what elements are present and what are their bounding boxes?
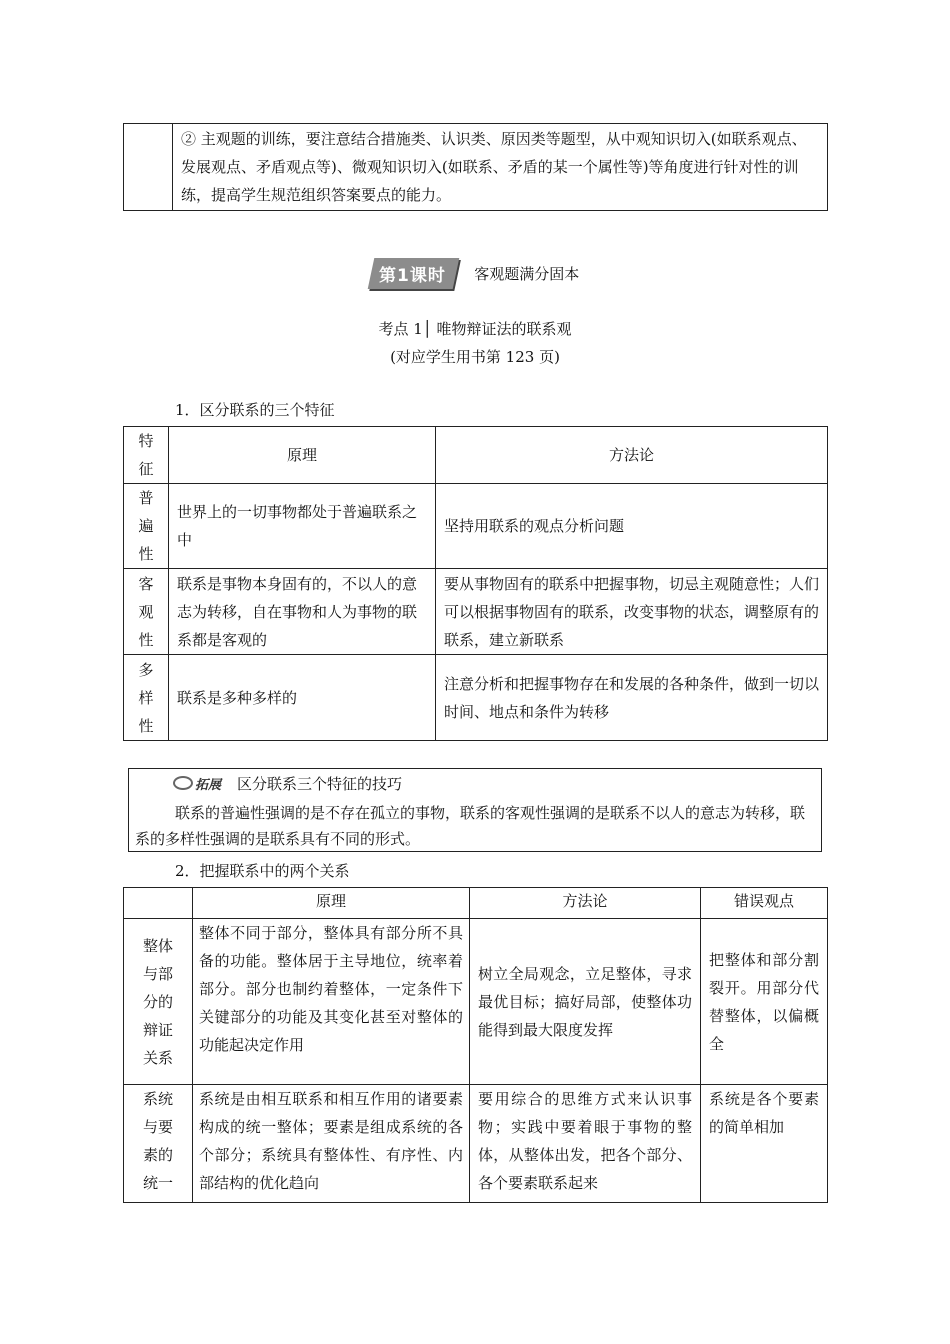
header-method: 方法论 — [436, 427, 828, 484]
table-header-row — [124, 888, 828, 919]
header-feature: 特 征 — [124, 427, 169, 484]
extension-title-line — [173, 773, 402, 794]
characteristics-table — [123, 426, 828, 741]
row-principle: 联系是多种多样的 — [169, 655, 436, 741]
header-empty — [124, 888, 193, 919]
top-table — [123, 123, 828, 211]
header-principle: 原理 — [193, 888, 470, 919]
extension-title: 区分联系三个特征的技巧 — [237, 775, 403, 793]
lesson-subtitle: 客观题满分固本 — [474, 265, 580, 283]
row-error: 把整体和部分割裂开。用部分代替整体，以偏概全 — [701, 919, 828, 1085]
row-method: 要从事物固有的联系中把握事物，切忌主观随意性；人们可以根据事物固有的联系，改变事物的状态，调整原有的联系，建立新联系 — [436, 569, 828, 655]
table-row — [124, 1085, 828, 1203]
extension-box — [128, 768, 822, 852]
row-key: 多 样 性 — [124, 655, 169, 741]
top-table-empty-cell — [124, 124, 173, 211]
kaodian-title: 考点 1│ 唯物辩证法的联系观 — [378, 320, 572, 338]
row-principle: 联系是事物本身固有的，不以人的意志为转移，自在事物和人为事物的联系都是客观的 — [169, 569, 436, 655]
row-principle: 系统是由相互联系和相互作用的诸要素构成的统一整体；要素是组成系统的各个部分；系统具有整体性、有序性、内部结构的优化趋向 — [193, 1085, 470, 1203]
extension-body: 联系的普遍性强调的是不存在孤立的事物，联系的客观性强调的是联系不以人的意志为转移，联系的多样性强调的是联系具有不同的形式。 — [135, 804, 806, 848]
header-method: 方法论 — [470, 888, 701, 919]
row-method: 注意分析和把握事物存在和发展的各种条件，做到一切以时间、地点和条件为转移 — [436, 655, 828, 741]
table-row — [124, 655, 828, 741]
table-row — [124, 569, 828, 655]
row-principle: 整体不同于部分，整体具有部分所不具备的功能。整体居于主导地位，统率着部分。部分也制约着整体，一定条件下关键部分的功能及其变化甚至对整体的功能起决定作用 — [193, 919, 470, 1085]
row-key: 客 观 性 — [124, 569, 169, 655]
row-method: 坚持用联系的观点分析问题 — [436, 484, 828, 569]
row-method: 要用综合的思维方式来认识事物；实践中要着眼于事物的整体，从整体出发，把各个部分、各个要素联系起来 — [470, 1085, 701, 1203]
header-principle: 原理 — [169, 427, 436, 484]
row-principle: 世界上的一切事物都处于普遍联系之中 — [169, 484, 436, 569]
lesson-badge: 第1课时 — [367, 258, 458, 289]
row-key: 系统 与要 素的 统一 — [124, 1085, 193, 1203]
lesson-heading — [0, 258, 950, 289]
row-key: 整体 与部 分的 辩证 关系 — [124, 919, 193, 1085]
header-error: 错误观点 — [701, 888, 828, 919]
extension-icon: 拓展 — [173, 774, 221, 793]
kaodian-reference: (对应学生用书第 123 页) — [390, 348, 560, 366]
section1-heading: 1．区分联系的三个特征 — [175, 401, 335, 419]
row-error: 系统是各个要素的简单相加 — [701, 1085, 828, 1203]
row-method: 树立全局观念，立足整体，寻求最优目标；搞好局部，使整体功能得到最大限度发挥 — [470, 919, 701, 1085]
table-header-row — [124, 427, 828, 484]
table-row — [124, 919, 828, 1085]
table-row — [124, 484, 828, 569]
row-key: 普 遍 性 — [124, 484, 169, 569]
section2-heading: 2．把握联系中的两个关系 — [175, 862, 350, 880]
top-table-text: ② 主观题的训练，要注意结合措施类、认识类、原因类等题型，从中观知识切入(如联系观点、发展观点、矛盾观点等)、微观知识切入(如联系、矛盾的某一个属性等)等角度进行针对性的训练，提高学生规范组织答案要点的能力。 — [173, 124, 828, 211]
relations-table — [123, 887, 828, 1203]
